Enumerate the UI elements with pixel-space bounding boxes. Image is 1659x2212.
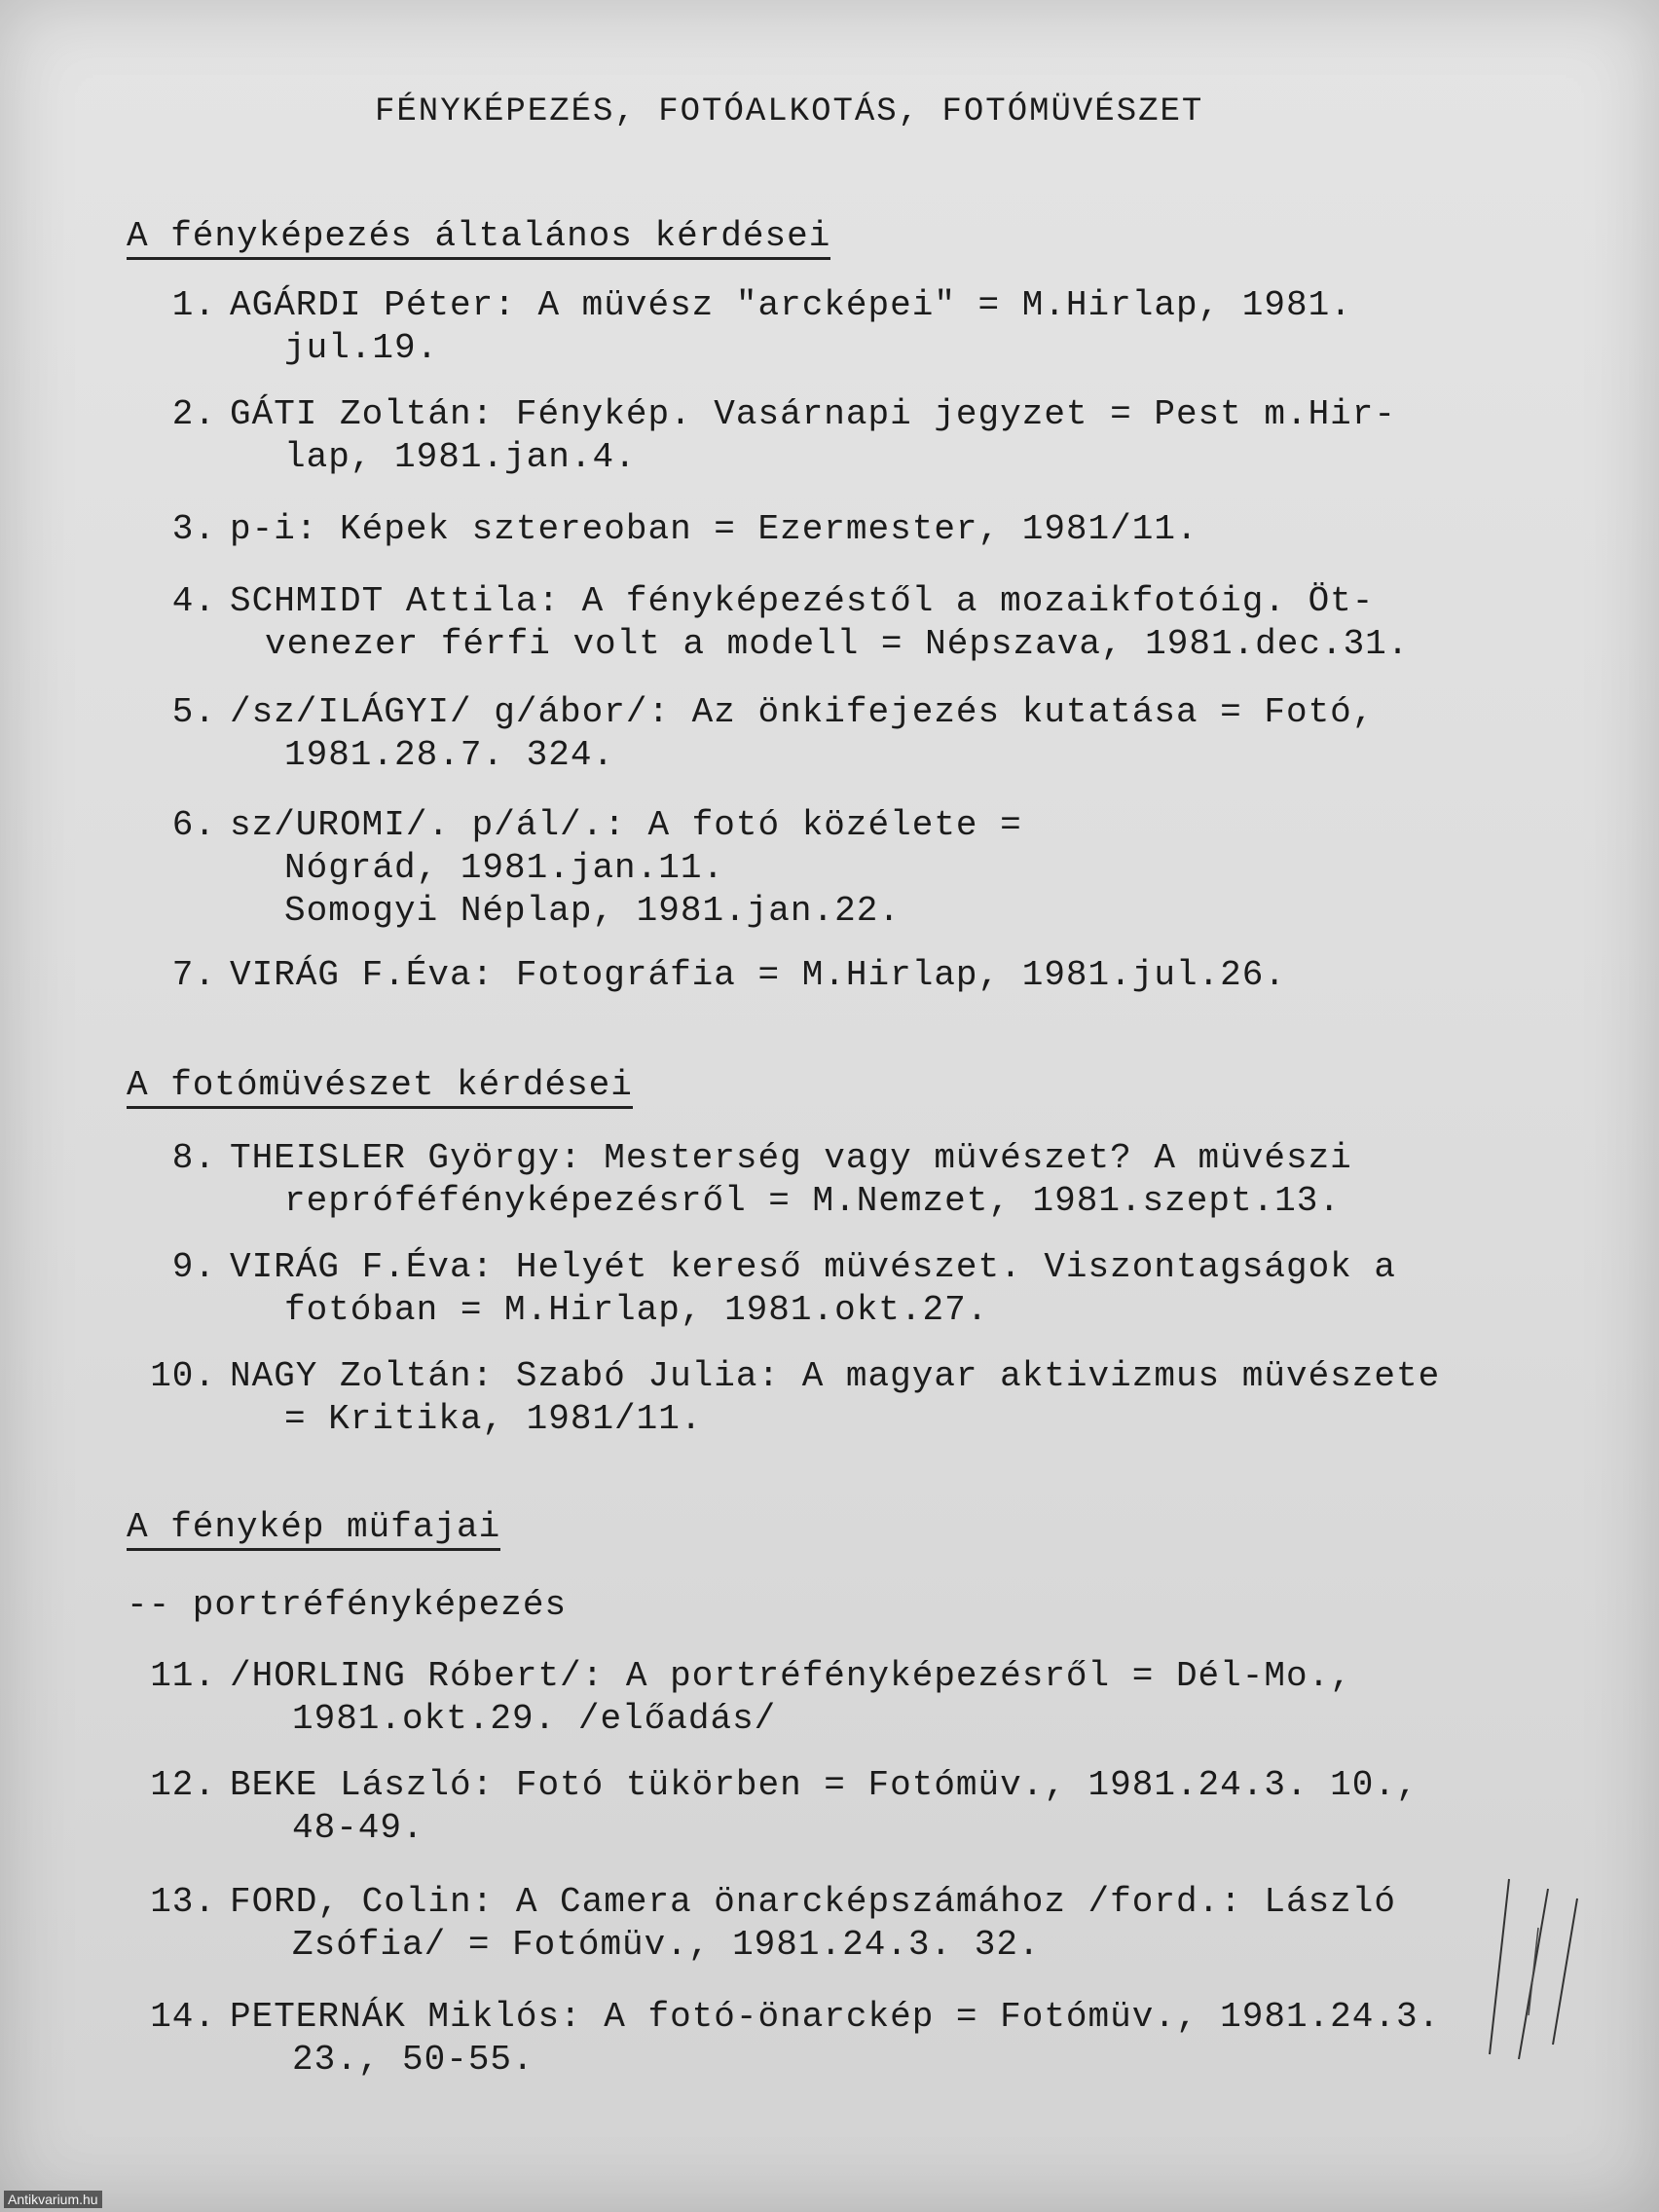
entry-text: venezer férfi volt a modell = Népszava, 1981.dec.31. bbox=[265, 624, 1410, 664]
pencil-marks bbox=[1480, 1869, 1597, 2064]
entry-text: 1981.okt.29. /előadás/ bbox=[292, 1699, 777, 1739]
entry-text: 48-49. bbox=[292, 1808, 424, 1848]
entry-text: PETERNÁK Miklós: A fotó-önarckép = Fotómüv., 1981.24.3. bbox=[230, 1997, 1441, 2037]
entry-text: THEISLER György: Mesterség vagy müvészet? A müvészi bbox=[230, 1138, 1352, 1178]
entry-number: 6. bbox=[171, 805, 216, 845]
entry-number: 12. bbox=[150, 1765, 216, 1805]
entry-number: 4. bbox=[171, 581, 216, 621]
entry-number: 14. bbox=[150, 1997, 216, 2037]
section-heading-general: A fényképezés általános kérdései bbox=[127, 216, 830, 260]
entry-text: Nógrád, 1981.jan.11. bbox=[284, 848, 725, 888]
subsection-heading-portrait: -- portréfényképezés bbox=[127, 1585, 568, 1625]
bibliography-entry bbox=[127, 1355, 1509, 1441]
entry-number: 11. bbox=[150, 1656, 216, 1696]
entry-number: 9. bbox=[171, 1247, 216, 1287]
entry-text: 1981.28.7. 324. bbox=[284, 735, 615, 775]
entry-text: /sz/ILÁGYI/ g/ábor/: Az önkifejezés kutatása = Fotó, bbox=[230, 692, 1375, 732]
entry-text: jul.19. bbox=[284, 328, 439, 368]
bibliography-entry bbox=[127, 804, 1509, 933]
bibliography-entry bbox=[127, 1996, 1509, 2082]
entry-text: SCHMIDT Attila: A fényképezéstől a mozaikfotóig. Öt- bbox=[230, 581, 1375, 621]
entry-number: 8. bbox=[171, 1138, 216, 1178]
bibliography-entry bbox=[127, 691, 1509, 777]
entry-text: Zsófia/ = Fotómüv., 1981.24.3. 32. bbox=[292, 1925, 1041, 1965]
entry-number: 7. bbox=[171, 955, 216, 995]
entry-number: 3. bbox=[171, 509, 216, 549]
section-heading-genres: A fénykép müfajai bbox=[127, 1507, 500, 1551]
entry-text: fotóban = M.Hirlap, 1981.okt.27. bbox=[284, 1290, 989, 1330]
entry-text: p-i: Képek sztereoban = Ezermester, 1981/11. bbox=[230, 509, 1198, 549]
bibliography-entry bbox=[127, 393, 1509, 479]
entry-number: 10. bbox=[150, 1356, 216, 1396]
bibliography-entry bbox=[127, 1137, 1509, 1223]
entry-text: Somogyi Néplap, 1981.jan.22. bbox=[284, 891, 901, 931]
entry-number: 13. bbox=[150, 1882, 216, 1922]
page-title: FÉNYKÉPEZÉS, FOTÓALKOTÁS, FOTÓMÜVÉSZET bbox=[375, 93, 1204, 130]
bibliography-entry bbox=[127, 1246, 1509, 1332]
entry-text: VIRÁG F.Éva: Helyét kereső müvészet. Viszontagságok a bbox=[230, 1247, 1396, 1287]
entry-text: NAGY Zoltán: Szabó Julia: A magyar aktivizmus müvészete bbox=[230, 1356, 1441, 1396]
entry-text: VIRÁG F.Éva: Fotográfia = M.Hirlap, 1981.jul.26. bbox=[230, 955, 1286, 995]
entry-number: 2. bbox=[171, 394, 216, 434]
entry-text: lap, 1981.jan.4. bbox=[284, 437, 637, 477]
bibliography-entry bbox=[127, 284, 1509, 370]
entry-text: /HORLING Róbert/: A portréfényképezésről = Dél-Mo., bbox=[230, 1656, 1352, 1696]
bibliography-entry bbox=[127, 1655, 1509, 1741]
bibliography-entry bbox=[127, 1881, 1509, 1967]
section-heading-art: A fotómüvészet kérdései bbox=[127, 1065, 633, 1109]
entry-text: BEKE László: Fotó tükörben = Fotómüv., 1981.24.3. 10., bbox=[230, 1765, 1419, 1805]
bibliography-entry bbox=[127, 1764, 1509, 1850]
entry-text: repróféfényképezésről = M.Nemzet, 1981.szept.13. bbox=[284, 1181, 1341, 1221]
entry-number: 5. bbox=[171, 692, 216, 732]
entry-text: sz/UROMI/. p/ál/.: A fotó közélete = bbox=[230, 805, 1022, 845]
entry-text: 23., 50-55. bbox=[292, 2040, 535, 2080]
bibliography-entry bbox=[127, 954, 1509, 997]
bibliography-entry bbox=[127, 580, 1509, 666]
watermark: Antikvarium.hu bbox=[4, 2191, 102, 2208]
bibliography-entry bbox=[127, 508, 1509, 551]
entry-text: = Kritika, 1981/11. bbox=[284, 1399, 703, 1439]
entry-text: AGÁRDI Péter: A müvész "arcképei" = M.Hirlap, 1981. bbox=[230, 285, 1352, 325]
entry-text: GÁTI Zoltán: Fénykép. Vasárnapi jegyzet = Pest m.Hir- bbox=[230, 394, 1396, 434]
entry-number: 1. bbox=[171, 285, 216, 325]
entry-text: FORD, Colin: A Camera önarcképszámához /ford.: László bbox=[230, 1882, 1396, 1922]
